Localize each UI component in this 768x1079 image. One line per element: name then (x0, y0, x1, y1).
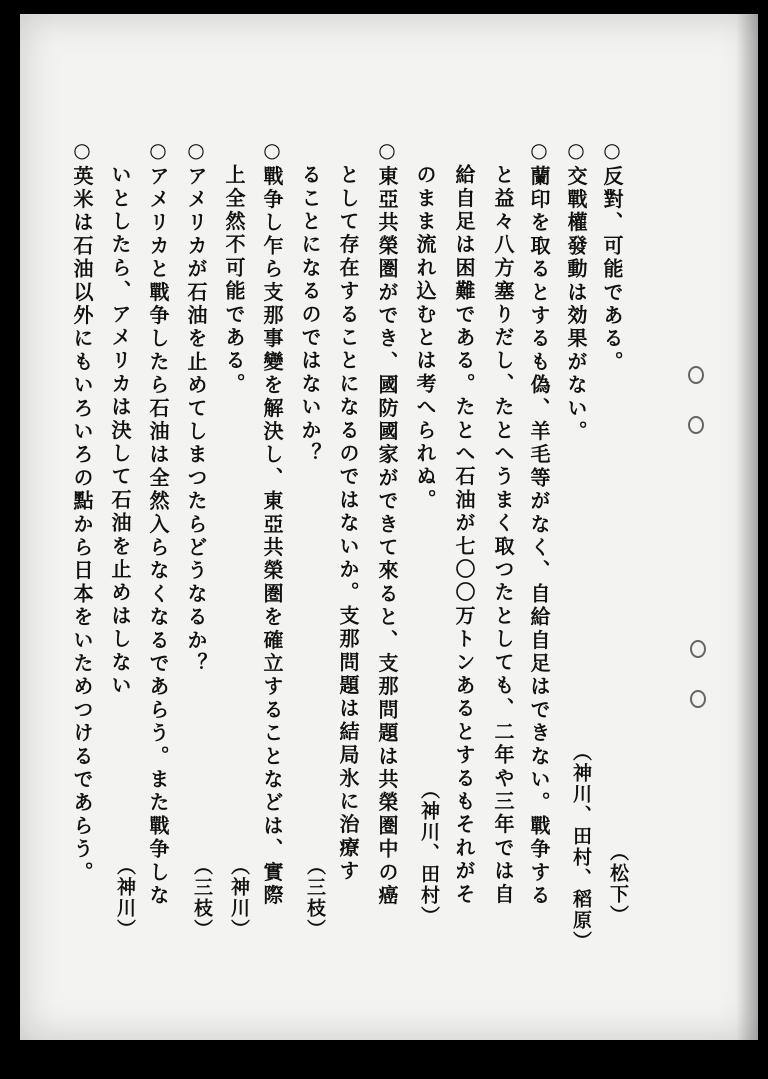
margin-circle-mark (688, 366, 704, 384)
speaker-attribution: （神川、田村、稻原） (570, 742, 592, 952)
text-column-1: ○反對、可能である。 (600, 138, 624, 374)
text-column-7: ○東亞共榮圏ができ、國防國家ができて來ると、支那問題は共榮圏中の癌 (375, 138, 399, 908)
text-column-11: 上全然不可能である。 (222, 164, 246, 396)
text-column-6: のまま流れ込むとは考へられぬ。 (413, 164, 437, 512)
margin-circle-mark (688, 416, 704, 434)
speaker-attribution: （神川） (228, 856, 250, 940)
margin-circle-mark (690, 640, 706, 658)
text-column-9: ることになるのではないか？ (298, 164, 322, 466)
text-column-14: いとしたら、アメリカは決して石油を止めはしない (108, 164, 132, 698)
page-edge-shadow (736, 14, 758, 1040)
text-column-15: ○英米は石油以外にもいろいろの點から日本をいためつけるであらう。 (70, 138, 94, 885)
text-column-12: ○アメリカが石油を止めてしまつたらどうなるか？ (184, 138, 208, 676)
text-column-5: 給自足は困難である。たとへ石油が七〇〇万トンあるとするもそれがそ (452, 164, 476, 907)
text-column-4: と益々八方塞りだし、たとへうまく取つたとしても、二年や三年では自 (491, 164, 515, 907)
text-column-2: ○交戰權發動は効果がない。 (564, 138, 588, 444)
speaker-attribution: （神川、田村） (418, 780, 440, 927)
text-column-3: ○蘭印を取るとするも偽、羊毛等がなく、自給自足はできない。戰争する (527, 138, 551, 908)
text-column-13: ○アメリカと戰争したら石油は全然入らなくなるであらう。また戰争しな (146, 138, 170, 908)
text-column-8: として存在することになるのではないか。支那問題は結局氷に治療す (336, 164, 360, 884)
text-column-10: ○戰争し乍ら支那事變を解決し、東亞共榮圏を確立することなどは、實際 (260, 138, 284, 908)
speaker-attribution: （三枝） (191, 856, 213, 940)
margin-circle-mark (690, 690, 706, 708)
speaker-attribution: （神川） (114, 856, 136, 940)
speaker-attribution: （松下） (607, 842, 629, 926)
speaker-attribution: （三枝） (304, 856, 326, 940)
